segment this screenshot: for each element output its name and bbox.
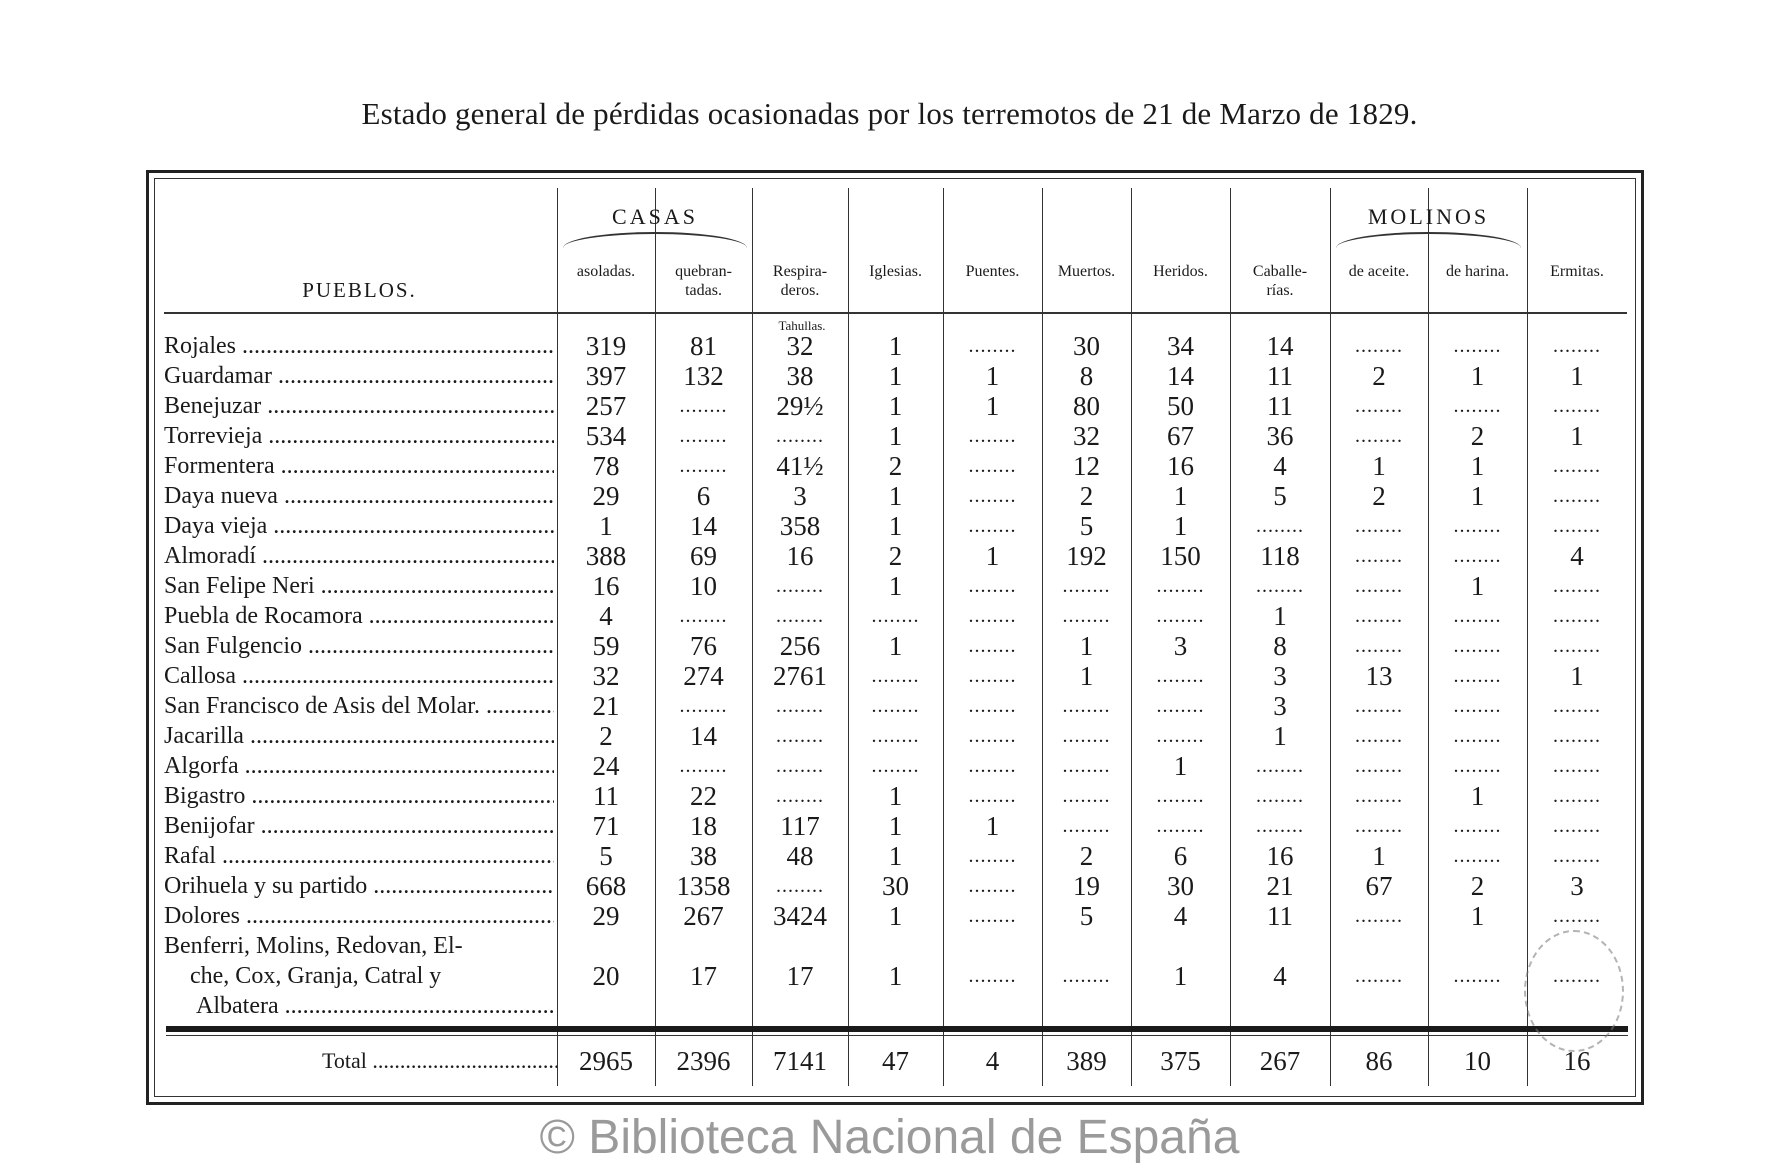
cell-muertos: ........: [1062, 695, 1111, 717]
cell-heridos: 16: [1167, 451, 1194, 481]
header-heridos: Heridos.: [1153, 263, 1208, 280]
cell-muertos: 389: [1066, 1046, 1107, 1076]
cell-ermitas: ........: [1553, 905, 1601, 927]
cell-aceite: ........: [1355, 545, 1403, 567]
cell-iglesias: ........: [871, 695, 920, 717]
cell-caballerias: ........: [1256, 515, 1304, 537]
total-rule-thick: [166, 1026, 1628, 1032]
cell-muertos: 30: [1073, 331, 1100, 361]
pueblo-name-line: Benferri, Molins, Redovan, El-: [164, 933, 463, 959]
cell-aceite: ........: [1355, 425, 1403, 447]
cell-heridos: ........: [1156, 785, 1205, 807]
cell-asoladas: 534: [585, 421, 627, 451]
cell-asoladas: 29: [592, 901, 620, 931]
cell-puentes: 4: [985, 1046, 1000, 1076]
cell-quebrantadas: 132: [683, 361, 724, 391]
cell-asoladas: 5: [599, 841, 613, 871]
cell-asoladas: 24: [592, 751, 620, 781]
cell-heridos: 1: [1173, 961, 1188, 991]
cell-muertos: 32: [1073, 421, 1100, 451]
cell-caballerias: 3: [1273, 691, 1287, 721]
cell-heridos: ........: [1156, 665, 1205, 687]
cell-caballerias: 267: [1259, 1046, 1301, 1076]
pueblo-name-line: che, Cox, Granja, Catral y: [190, 963, 442, 989]
cell-puentes: ........: [968, 905, 1017, 927]
cell-aceite: ........: [1355, 335, 1403, 357]
pueblo-name: Benijofar .....: [164, 811, 554, 841]
cell-harina: ........: [1453, 725, 1502, 747]
cell-ermitas: 1: [1570, 421, 1584, 451]
cell-muertos: ........: [1062, 605, 1111, 627]
total-label: Total .....: [322, 1046, 557, 1076]
cell-ermitas: ........: [1553, 335, 1601, 357]
cell-quebrantadas: 14: [690, 721, 717, 751]
cell-iglesias: 1: [888, 361, 903, 391]
cell-iglesias: 1: [888, 631, 903, 661]
cell-iglesias: 1: [888, 961, 903, 991]
molinos-brace: [1336, 232, 1521, 248]
cell-caballerias: 4: [1273, 961, 1287, 991]
cell-harina: ........: [1453, 845, 1502, 867]
cell-harina: ........: [1453, 515, 1502, 537]
cell-heridos: 30: [1167, 871, 1194, 901]
cell-muertos: ........: [1062, 725, 1111, 747]
cell-heridos: 6: [1173, 841, 1188, 871]
cell-puentes: 1: [985, 541, 1000, 571]
cell-muertos: ........: [1062, 755, 1111, 777]
cell-aceite: 1: [1372, 451, 1386, 481]
pueblo-name: Bigastro .....: [164, 781, 554, 811]
pueblo-name: Benejuzar .....: [164, 391, 554, 421]
cell-puentes: ........: [968, 965, 1017, 987]
pueblo-name: Daya nueva .....: [164, 481, 554, 511]
cell-quebrantadas: 76: [690, 631, 717, 661]
pueblo-name: Guardamar .....: [164, 361, 554, 391]
cell-quebrantadas: 18: [690, 811, 717, 841]
cell-heridos: 67: [1167, 421, 1194, 451]
cell-respiraderos: 7141: [773, 1046, 827, 1076]
cell-puentes: ........: [968, 875, 1017, 897]
cell-ermitas: ........: [1553, 965, 1601, 987]
cell-harina: ........: [1453, 815, 1502, 837]
cell-puentes: ........: [968, 695, 1017, 717]
cell-heridos: 50: [1167, 391, 1194, 421]
pueblo-name: Jacarilla .....: [164, 721, 554, 751]
cell-harina: 1: [1470, 571, 1485, 601]
cell-respiraderos: ........: [776, 755, 824, 777]
cell-iglesias: 1: [888, 901, 903, 931]
header-rule: [557, 312, 1627, 314]
cell-aceite: 1: [1372, 841, 1386, 871]
cell-heridos: 1: [1173, 751, 1188, 781]
header-rule: [164, 312, 557, 314]
cell-puentes: ........: [968, 485, 1017, 507]
cell-asoladas: 21: [592, 691, 620, 721]
cell-aceite: ........: [1355, 785, 1403, 807]
cell-aceite: ........: [1355, 905, 1403, 927]
cell-heridos: ........: [1156, 695, 1205, 717]
cell-caballerias: 21: [1266, 871, 1294, 901]
cell-muertos: 12: [1073, 451, 1100, 481]
cell-ermitas: ........: [1553, 485, 1601, 507]
header-iglesias: Iglesias.: [869, 263, 922, 280]
cell-muertos: 2: [1079, 481, 1094, 511]
cell-asoladas: 668: [585, 871, 627, 901]
cell-asoladas: 388: [585, 541, 627, 571]
cell-quebrantadas: ........: [679, 395, 728, 417]
cell-caballerias: 11: [1267, 391, 1293, 421]
cell-harina: ........: [1453, 755, 1502, 777]
cell-puentes: 1: [985, 361, 1000, 391]
pueblo-name: San Francisco de Asis del Molar. .....: [164, 691, 554, 721]
cell-puentes: ........: [968, 335, 1017, 357]
cell-aceite: 2: [1372, 481, 1386, 511]
cell-aceite: ........: [1355, 605, 1403, 627]
cell-respiraderos: 38: [786, 361, 814, 391]
cell-iglesias: 1: [888, 811, 903, 841]
cell-iglesias: 30: [882, 871, 909, 901]
cell-respiraderos: 48: [786, 841, 814, 871]
cell-caballerias: 11: [1267, 361, 1293, 391]
cell-muertos: 1: [1079, 631, 1094, 661]
cell-harina: 1: [1470, 901, 1485, 931]
pueblo-name: San Felipe Neri .....: [164, 571, 554, 601]
pueblo-name: Callosa .....: [164, 661, 554, 691]
cell-caballerias: 1: [1273, 601, 1287, 631]
cell-harina: ........: [1453, 395, 1502, 417]
cell-iglesias: 1: [888, 391, 903, 421]
cell-iglesias: ........: [871, 755, 920, 777]
cell-aceite: ........: [1355, 965, 1403, 987]
cell-harina: ........: [1453, 965, 1502, 987]
pueblo-name: Dolores .....: [164, 901, 554, 931]
cell-puentes: ........: [968, 725, 1017, 747]
cell-asoladas: 11: [593, 781, 619, 811]
pueblo-name: San Fulgencio .....: [164, 631, 554, 661]
cell-muertos: 1: [1079, 661, 1094, 691]
cell-ermitas: 16: [1563, 1046, 1591, 1076]
cell-heridos: 14: [1167, 361, 1194, 391]
cell-harina: 1: [1470, 481, 1485, 511]
cell-heridos: 150: [1160, 541, 1201, 571]
header-quebrantadas: quebran- tadas.: [675, 263, 732, 299]
cell-heridos: ........: [1156, 725, 1205, 747]
cell-quebrantadas: 69: [690, 541, 717, 571]
cell-muertos: 2: [1079, 841, 1094, 871]
cell-quebrantadas: ........: [679, 455, 728, 477]
cell-heridos: 1: [1173, 511, 1188, 541]
cell-heridos: 375: [1160, 1046, 1201, 1076]
cell-puentes: ........: [968, 515, 1017, 537]
cell-respiraderos: 3: [793, 481, 807, 511]
cell-ermitas: 4: [1570, 541, 1584, 571]
cell-asoladas: 71: [592, 811, 620, 841]
cell-asoladas: 1: [599, 511, 613, 541]
cell-harina: ........: [1453, 545, 1502, 567]
cell-respiraderos: ........: [776, 575, 824, 597]
cell-iglesias: 1: [888, 571, 903, 601]
pueblo-name: Rafal .....: [164, 841, 554, 871]
cell-quebrantadas: 1358: [676, 871, 731, 901]
cell-quebrantadas: 81: [690, 331, 717, 361]
cell-quebrantadas: 6: [696, 481, 711, 511]
cell-puentes: ........: [968, 575, 1017, 597]
cell-ermitas: ........: [1553, 455, 1601, 477]
cell-respiraderos: ........: [776, 695, 824, 717]
library-stamp: [1524, 930, 1624, 1052]
cell-aceite: ........: [1355, 815, 1403, 837]
pueblo-name: Puebla de Rocamora .....: [164, 601, 554, 631]
cell-aceite: ........: [1355, 725, 1403, 747]
cell-muertos: ........: [1062, 575, 1111, 597]
cell-iglesias: 1: [888, 781, 903, 811]
cell-quebrantadas: 10: [690, 571, 717, 601]
cell-muertos: 192: [1066, 541, 1107, 571]
total-rule-thin: [166, 1035, 1628, 1036]
cell-asoladas: 397: [585, 361, 627, 391]
cell-quebrantadas: ........: [679, 755, 728, 777]
cell-caballerias: 16: [1266, 841, 1294, 871]
pueblo-name: Torrevieja .....: [164, 421, 554, 451]
cell-aceite: ........: [1355, 395, 1403, 417]
casas-brace: [563, 232, 747, 248]
cell-respiraderos: 32: [786, 331, 814, 361]
cell-ermitas: ........: [1553, 725, 1601, 747]
cell-iglesias: 1: [888, 841, 903, 871]
cell-respiraderos: 256: [779, 631, 821, 661]
cell-quebrantadas: ........: [679, 695, 728, 717]
header-puentes: Puentes.: [965, 263, 1020, 280]
cell-respiraderos: ........: [776, 875, 824, 897]
header-harina: de harina.: [1445, 263, 1510, 280]
cell-heridos: 1: [1173, 481, 1188, 511]
cell-ermitas: ........: [1553, 635, 1601, 657]
cell-quebrantadas: 14: [690, 511, 717, 541]
cell-ermitas: ........: [1553, 395, 1601, 417]
cell-iglesias: 1: [888, 511, 903, 541]
header-pueblos: PUEBLOS.: [302, 278, 417, 302]
cell-puentes: ........: [968, 755, 1017, 777]
cell-harina: 2: [1470, 871, 1485, 901]
cell-caballerias: ........: [1256, 575, 1304, 597]
cell-ermitas: ........: [1553, 695, 1601, 717]
cell-iglesias: ........: [871, 725, 920, 747]
cell-ermitas: 1: [1570, 661, 1584, 691]
cell-harina: 1: [1470, 361, 1485, 391]
cell-caballerias: 118: [1260, 541, 1300, 571]
cell-caballerias: ........: [1256, 785, 1304, 807]
cell-ermitas: ........: [1553, 515, 1601, 537]
cell-muertos: 80: [1073, 391, 1100, 421]
cell-respiraderos: 17: [786, 961, 814, 991]
pueblo-name: Almoradí .....: [164, 541, 554, 571]
document-title: Estado general de pérdidas ocasionadas por los terremotos de 21 de Marzo de 1829.: [361, 96, 1418, 131]
cell-aceite: ........: [1355, 755, 1403, 777]
cell-muertos: ........: [1062, 785, 1111, 807]
cell-caballerias: 36: [1266, 421, 1294, 451]
header-respiraderos: Respira- deros.: [772, 263, 828, 299]
cell-quebrantadas: 2396: [676, 1046, 731, 1076]
cell-respiraderos: ........: [776, 425, 824, 447]
cell-ermitas: ........: [1553, 815, 1601, 837]
cell-respiraderos: ........: [776, 725, 824, 747]
cell-muertos: ........: [1062, 815, 1111, 837]
cell-asoladas: 2965: [579, 1046, 633, 1076]
pueblo-name: Algorfa .....: [164, 751, 554, 781]
pueblo-name: Formentera .....: [164, 451, 554, 481]
header-asoladas: asoladas.: [576, 263, 636, 280]
cell-heridos: 4: [1173, 901, 1188, 931]
cell-caballerias: 3: [1273, 661, 1287, 691]
cell-puentes: ........: [968, 455, 1017, 477]
cell-iglesias: 2: [888, 541, 903, 571]
cell-harina: 2: [1470, 421, 1485, 451]
cell-puentes: 1: [985, 811, 1000, 841]
header-aceite: de aceite.: [1348, 263, 1410, 280]
cell-caballerias: 11: [1267, 901, 1293, 931]
cell-harina: 10: [1464, 1046, 1491, 1076]
cell-respiraderos: 117: [780, 811, 820, 841]
cell-caballerias: 4: [1273, 451, 1287, 481]
header-ermitas: Ermitas.: [1550, 263, 1604, 280]
cell-ermitas: ........: [1553, 605, 1601, 627]
cell-quebrantadas: 274: [683, 661, 724, 691]
cell-aceite: 67: [1365, 871, 1393, 901]
cell-iglesias: 1: [888, 421, 903, 451]
cell-heridos: 34: [1167, 331, 1194, 361]
cell-asoladas: 2: [599, 721, 613, 751]
unit-tahullas: Tahullas.: [778, 318, 826, 333]
cell-harina: ........: [1453, 665, 1502, 687]
cell-aceite: ........: [1355, 515, 1403, 537]
cell-muertos: 5: [1079, 901, 1094, 931]
cell-respiraderos: 29½: [776, 391, 824, 421]
cell-ermitas: ........: [1553, 785, 1601, 807]
cell-iglesias: ........: [871, 605, 920, 627]
cell-respiraderos: 16: [786, 541, 814, 571]
cell-asoladas: 20: [592, 961, 620, 991]
cell-respiraderos: 3424: [773, 901, 827, 931]
cell-heridos: 3: [1173, 631, 1188, 661]
cell-ermitas: ........: [1553, 575, 1601, 597]
cell-aceite: ........: [1355, 575, 1403, 597]
cell-harina: 1: [1470, 781, 1485, 811]
cell-puentes: ........: [968, 785, 1017, 807]
pueblo-name: Rojales .....: [164, 331, 554, 361]
cell-respiraderos: 358: [779, 511, 821, 541]
cell-iglesias: 1: [888, 331, 903, 361]
cell-caballerias: 8: [1273, 631, 1287, 661]
cell-asoladas: 4: [599, 601, 613, 631]
header-molinos: MOLINOS: [1367, 204, 1490, 229]
cell-iglesias: 2: [888, 451, 903, 481]
cell-heridos: ........: [1156, 815, 1205, 837]
cell-harina: 1: [1470, 451, 1485, 481]
cell-asoladas: 78: [592, 451, 620, 481]
header-muertos: Muertos.: [1057, 263, 1116, 280]
cell-quebrantadas: 38: [690, 841, 717, 871]
cell-respiraderos: ........: [776, 785, 824, 807]
cell-quebrantadas: ........: [679, 605, 728, 627]
watermark: © Biblioteca Nacional de España: [539, 1111, 1240, 1164]
pueblo-name: Daya vieja .....: [164, 511, 554, 541]
cell-caballerias: 14: [1266, 331, 1294, 361]
cell-harina: ........: [1453, 605, 1502, 627]
cell-puentes: ........: [968, 605, 1017, 627]
header-caballerias: Caballe- rías.: [1252, 263, 1308, 299]
cell-muertos: ........: [1062, 965, 1111, 987]
cell-puentes: ........: [968, 665, 1017, 687]
cell-heridos: ........: [1156, 605, 1205, 627]
cell-caballerias: ........: [1256, 755, 1304, 777]
cell-caballerias: ........: [1256, 815, 1304, 837]
cell-iglesias: 47: [882, 1046, 909, 1076]
cell-aceite: ........: [1355, 635, 1403, 657]
cell-muertos: 5: [1079, 511, 1094, 541]
cell-ermitas: ........: [1553, 755, 1601, 777]
cell-heridos: ........: [1156, 575, 1205, 597]
cell-respiraderos: 41½: [776, 451, 824, 481]
cell-ermitas: ........: [1553, 845, 1601, 867]
pueblo-name-line: Albatera .....: [196, 991, 554, 1021]
cell-aceite: 2: [1372, 361, 1386, 391]
cell-asoladas: 257: [585, 391, 627, 421]
cell-ermitas: 1: [1570, 361, 1584, 391]
cell-quebrantadas: ........: [679, 425, 728, 447]
cell-iglesias: ........: [871, 665, 920, 687]
cell-respiraderos: ........: [776, 605, 824, 627]
cell-respiraderos: 2761: [773, 661, 827, 691]
pueblo-name: Orihuela y su partido .....: [164, 871, 554, 901]
cell-puentes: ........: [968, 845, 1017, 867]
cell-puentes: ........: [968, 635, 1017, 657]
cell-harina: ........: [1453, 695, 1502, 717]
cell-asoladas: 29: [592, 481, 620, 511]
cell-harina: ........: [1453, 335, 1502, 357]
cell-muertos: 8: [1079, 361, 1094, 391]
cell-caballerias: 5: [1273, 481, 1287, 511]
cell-quebrantadas: 22: [690, 781, 717, 811]
cell-iglesias: 1: [888, 481, 903, 511]
cell-quebrantadas: 267: [683, 901, 724, 931]
cell-asoladas: 59: [592, 631, 620, 661]
cell-asoladas: 16: [592, 571, 620, 601]
cell-muertos: 19: [1073, 871, 1100, 901]
cell-aceite: ........: [1355, 695, 1403, 717]
cell-aceite: 86: [1365, 1046, 1393, 1076]
cell-asoladas: 32: [592, 661, 620, 691]
cell-harina: ........: [1453, 635, 1502, 657]
cell-asoladas: 319: [585, 331, 627, 361]
cell-quebrantadas: 17: [690, 961, 717, 991]
cell-caballerias: 1: [1273, 721, 1287, 751]
cell-puentes: ........: [968, 425, 1017, 447]
header-casas: CASAS: [612, 204, 698, 229]
cell-aceite: 13: [1365, 661, 1393, 691]
cell-puentes: 1: [985, 391, 1000, 421]
cell-ermitas: 3: [1570, 871, 1584, 901]
